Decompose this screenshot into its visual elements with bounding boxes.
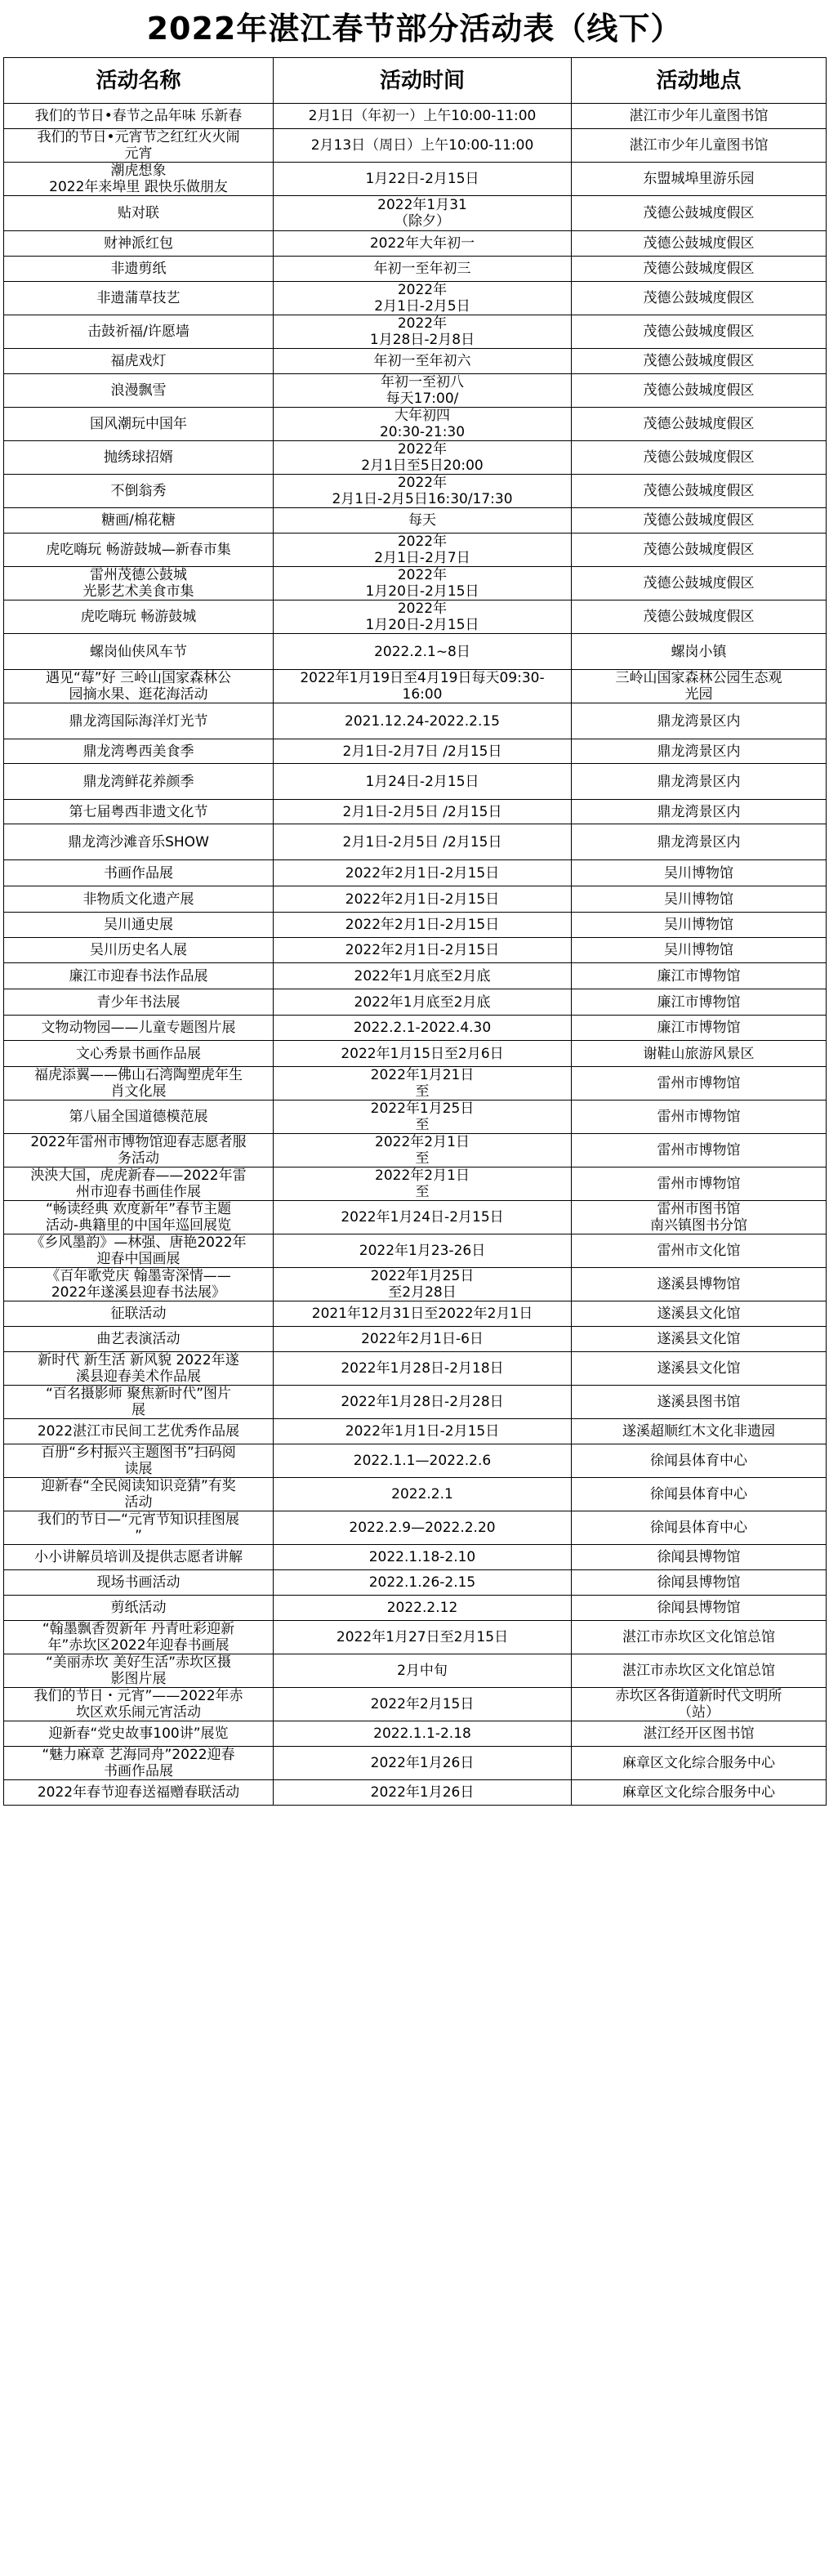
table-row bbox=[4, 1511, 827, 1545]
header-activity-time: 活动时间 bbox=[274, 58, 572, 104]
activity-time-cell: 2022年1月26日 bbox=[274, 1780, 572, 1806]
table-row bbox=[4, 1234, 827, 1268]
activity-place-cell: 廉江市博物馆 bbox=[572, 1016, 827, 1041]
table-row bbox=[4, 800, 827, 824]
activity-time-cell: 2022年2月1日-2月15日 bbox=[274, 886, 572, 913]
activity-name-cell: 第七届粤西非遗文化节 bbox=[4, 800, 274, 824]
activity-time-cell: 2月1日-2月5日 /2月15日 bbox=[274, 824, 572, 860]
activity-place-cell: 三岭山国家森林公园生态观 光园 bbox=[572, 670, 827, 703]
activity-name-cell: “魅力麻章 艺海同舟”2022迎春 书画作品展 bbox=[4, 1747, 274, 1780]
activity-name-cell: 新时代 新生活 新风貌 2022年遂 溪县迎春美术作品展 bbox=[4, 1352, 274, 1386]
table-row bbox=[4, 1444, 827, 1478]
activity-time-cell: 2022年1月底至2月底 bbox=[274, 989, 572, 1016]
header-activity-place: 活动地点 bbox=[572, 58, 827, 104]
activity-time-cell: 2022年1月21日 至 bbox=[274, 1067, 572, 1100]
table-row bbox=[4, 1352, 827, 1386]
table-row bbox=[4, 508, 827, 534]
activity-name-cell: “畅读经典 欢度新年”春节主题 活动-典籍里的中国年巡回展览 bbox=[4, 1201, 274, 1234]
activity-name-cell: 文物动物园——儿童专题图片展 bbox=[4, 1016, 274, 1041]
table-row bbox=[4, 374, 827, 408]
activity-name-cell: 击鼓祈福/许愿墙 bbox=[4, 315, 274, 349]
activity-place-cell: 茂德公鼓城度假区 bbox=[572, 441, 827, 475]
activity-time-cell: 2月1日-2月5日 /2月15日 bbox=[274, 800, 572, 824]
activity-time-cell: 2022年2月1日-2月15日 bbox=[274, 938, 572, 963]
activity-name-cell: 不倒翁秀 bbox=[4, 475, 274, 508]
activity-name-cell: 虎吃嗨玩 畅游鼓城—新春市集 bbox=[4, 534, 274, 567]
activity-place-cell: 雷州市博物馆 bbox=[572, 1100, 827, 1134]
activity-time-cell: 2022年2月15日 bbox=[274, 1688, 572, 1721]
activity-time-cell: 2022年1月15日至2月6日 bbox=[274, 1041, 572, 1067]
activity-time-cell: 2022年1月23-26日 bbox=[274, 1234, 572, 1268]
activity-time-cell: 1月24日-2月15日 bbox=[274, 764, 572, 800]
activity-place-cell: 徐闻县博物馆 bbox=[572, 1570, 827, 1596]
activity-time-cell: 2022年 1月20日-2月15日 bbox=[274, 600, 572, 634]
activity-name-cell: 我们的节日・元宵”——2022年赤 坎区欢乐闹元宵活动 bbox=[4, 1688, 274, 1721]
activity-place-cell: 鼎龙湾景区内 bbox=[572, 800, 827, 824]
activity-name-cell: 2022年雷州市博物馆迎春志愿者服 务活动 bbox=[4, 1134, 274, 1167]
table-row bbox=[4, 1301, 827, 1327]
activity-place-cell: 徐闻县体育中心 bbox=[572, 1478, 827, 1511]
table-row bbox=[4, 1596, 827, 1621]
activity-time-cell: 2022.1.1—2022.2.6 bbox=[274, 1444, 572, 1478]
activity-place-cell: 鼎龙湾景区内 bbox=[572, 764, 827, 800]
activity-time-cell: 2022年1月24日-2月15日 bbox=[274, 1201, 572, 1234]
table-row bbox=[4, 441, 827, 475]
activity-place-cell: 茂德公鼓城度假区 bbox=[572, 567, 827, 600]
activity-place-cell: 螺岗小镇 bbox=[572, 634, 827, 670]
table-row bbox=[4, 257, 827, 282]
page-title: 2022年湛江春节部分活动表（线下） bbox=[146, 11, 683, 47]
activity-name-cell: 非物质文化遗产展 bbox=[4, 886, 274, 913]
activity-place-cell: 鼎龙湾景区内 bbox=[572, 703, 827, 739]
activity-place-cell: 徐闻县博物馆 bbox=[572, 1545, 827, 1570]
activity-name-cell: 文心秀景书画作品展 bbox=[4, 1041, 274, 1067]
table-row bbox=[4, 913, 827, 938]
activity-time-cell: 2022年大年初一 bbox=[274, 231, 572, 257]
activity-name-cell: 螺岗仙侠风车节 bbox=[4, 634, 274, 670]
activity-name-cell: 遇见“莓”好 三岭山国家森林公 园摘水果、逛花海活动 bbox=[4, 670, 274, 703]
activity-name-cell: 浪漫飘雪 bbox=[4, 374, 274, 408]
table-row bbox=[4, 475, 827, 508]
table-row bbox=[4, 1545, 827, 1570]
activity-place-cell: 雷州市博物馆 bbox=[572, 1134, 827, 1167]
activity-time-cell: 2022年1月31 （除夕） bbox=[274, 196, 572, 231]
activity-time-cell: 2022.2.1 bbox=[274, 1478, 572, 1511]
activity-time-cell: 2022年2月1日 至 bbox=[274, 1134, 572, 1167]
table-row bbox=[4, 1201, 827, 1234]
activity-time-cell: 2022.2.1~8日 bbox=[274, 634, 572, 670]
table-row bbox=[4, 1570, 827, 1596]
table-row bbox=[4, 349, 827, 374]
activity-place-cell: 徐闻县博物馆 bbox=[572, 1596, 827, 1621]
table-row bbox=[4, 196, 827, 231]
activity-time-cell: 2022年 2月1日-2月5日 bbox=[274, 282, 572, 315]
activity-time-cell: 2月1日-2月7日 /2月15日 bbox=[274, 739, 572, 764]
activity-name-cell: 抛绣球招婿 bbox=[4, 441, 274, 475]
table-row bbox=[4, 764, 827, 800]
table-row bbox=[4, 634, 827, 670]
table-row bbox=[4, 1419, 827, 1444]
activity-time-cell: 2022.1.1-2.18 bbox=[274, 1721, 572, 1747]
activity-place-cell: 雷州市图书馆 南兴镇图书分馆 bbox=[572, 1201, 827, 1234]
activity-place-cell: 鼎龙湾景区内 bbox=[572, 739, 827, 764]
activity-name-cell: 非遗蒲草技艺 bbox=[4, 282, 274, 315]
activity-time-cell: 2022年1月25日 至2月28日 bbox=[274, 1268, 572, 1301]
activity-name-cell: 2022湛江市民间工艺优秀作品展 bbox=[4, 1419, 274, 1444]
activity-name-cell: 福虎戏灯 bbox=[4, 349, 274, 374]
activity-name-cell: 国风潮玩中国年 bbox=[4, 408, 274, 441]
table-row bbox=[4, 670, 827, 703]
table-row bbox=[4, 1478, 827, 1511]
activity-place-cell: 遂溪县文化馆 bbox=[572, 1352, 827, 1386]
activity-name-cell: 财神派红包 bbox=[4, 231, 274, 257]
activity-name-cell: 虎吃嗨玩 畅游鼓城 bbox=[4, 600, 274, 634]
activity-place-cell: 赤坎区各街道新时代文明所 （站） bbox=[572, 1688, 827, 1721]
activity-time-cell: 年初一至年初三 bbox=[274, 257, 572, 282]
table-row bbox=[4, 1167, 827, 1201]
activity-time-cell: 大年初四 20:30-21:30 bbox=[274, 408, 572, 441]
activity-place-cell: 茂德公鼓城度假区 bbox=[572, 257, 827, 282]
table-row bbox=[4, 315, 827, 349]
activity-time-cell: 2022年 1月28日-2月8日 bbox=[274, 315, 572, 349]
table-row bbox=[4, 534, 827, 567]
activity-place-cell: 雷州市博物馆 bbox=[572, 1067, 827, 1100]
activity-name-cell: 糖画/棉花糖 bbox=[4, 508, 274, 534]
activity-name-cell: 我们的节日•元宵节之红红火火闹 元宵 bbox=[4, 129, 274, 163]
table-row bbox=[4, 1100, 827, 1134]
activity-name-cell: 小小讲解员培训及提供志愿者讲解 bbox=[4, 1545, 274, 1570]
activity-time-cell: 2月中旬 bbox=[274, 1654, 572, 1688]
activity-time-cell: 2022年2月1日 至 bbox=[274, 1167, 572, 1201]
table-row bbox=[4, 129, 827, 163]
header-activity-name: 活动名称 bbox=[4, 58, 274, 104]
activity-place-cell: 茂德公鼓城度假区 bbox=[572, 374, 827, 408]
activity-time-cell: 2022年1月27日至2月15日 bbox=[274, 1621, 572, 1654]
activity-name-cell: 鼎龙湾粤西美食季 bbox=[4, 739, 274, 764]
table-row bbox=[4, 1067, 827, 1100]
activity-name-cell: 雷州茂德公鼓城 光影艺术美食市集 bbox=[4, 567, 274, 600]
activity-time-cell: 2月1日（年初一）上午10:00-11:00 bbox=[274, 104, 572, 129]
table-row bbox=[4, 163, 827, 196]
activity-place-cell: 茂德公鼓城度假区 bbox=[572, 408, 827, 441]
activity-name-cell: 泱泱大国，虎虎新春——2022年雷 州市迎春书画佳作展 bbox=[4, 1167, 274, 1201]
table-row bbox=[4, 1780, 827, 1806]
activity-name-cell: 吴川历史名人展 bbox=[4, 938, 274, 963]
table-row bbox=[4, 567, 827, 600]
activity-name-cell: 第八届全国道德模范展 bbox=[4, 1100, 274, 1134]
activity-place-cell: 湛江市赤坎区文化馆总馆 bbox=[572, 1654, 827, 1688]
activity-name-cell: 迎新春“党史故事100讲”展览 bbox=[4, 1721, 274, 1747]
table-row bbox=[4, 989, 827, 1016]
activity-place-cell: 茂德公鼓城度假区 bbox=[572, 534, 827, 567]
activity-time-cell: 2022.1.26-2.15 bbox=[274, 1570, 572, 1596]
activity-time-cell: 2022年 2月1日-2月5日16:30/17:30 bbox=[274, 475, 572, 508]
activity-name-cell: 青少年书法展 bbox=[4, 989, 274, 1016]
activity-time-cell: 2022年 1月20日-2月15日 bbox=[274, 567, 572, 600]
activity-place-cell: 茂德公鼓城度假区 bbox=[572, 349, 827, 374]
activity-time-cell: 2022年1月25日 至 bbox=[274, 1100, 572, 1134]
activity-name-cell: 潮虎想象 2022年来埠里 跟快乐做朋友 bbox=[4, 163, 274, 196]
activity-name-cell: 鼎龙湾沙滩音乐SHOW bbox=[4, 824, 274, 860]
activity-place-cell: 鼎龙湾景区内 bbox=[572, 824, 827, 860]
activity-name-cell: 非遗剪纸 bbox=[4, 257, 274, 282]
activity-place-cell: 湛江市少年儿童图书馆 bbox=[572, 129, 827, 163]
table-row bbox=[4, 1721, 827, 1747]
activity-time-cell: 2022年 2月1日至5日20:00 bbox=[274, 441, 572, 475]
activity-time-cell: 2022.1.18-2.10 bbox=[274, 1545, 572, 1570]
activity-place-cell: 遂溪县博物馆 bbox=[572, 1268, 827, 1301]
activity-name-cell: 鼎龙湾国际海洋灯光节 bbox=[4, 703, 274, 739]
table-row bbox=[4, 1747, 827, 1780]
activity-place-cell: 廉江市博物馆 bbox=[572, 963, 827, 989]
activity-place-cell: 茂德公鼓城度假区 bbox=[572, 508, 827, 534]
activity-time-cell: 2022年 2月1日-2月7日 bbox=[274, 534, 572, 567]
activity-place-cell: 麻章区文化综合服务中心 bbox=[572, 1747, 827, 1780]
activity-time-cell: 2022年1月1日-2月15日 bbox=[274, 1419, 572, 1444]
activity-time-cell: 2022年1月底至2月底 bbox=[274, 963, 572, 989]
activity-name-cell: 剪纸活动 bbox=[4, 1596, 274, 1621]
activity-place-cell: 廉江市博物馆 bbox=[572, 989, 827, 1016]
activity-name-cell: 现场书画活动 bbox=[4, 1570, 274, 1596]
activity-place-cell: 吴川博物馆 bbox=[572, 860, 827, 886]
activity-place-cell: 吴川博物馆 bbox=[572, 913, 827, 938]
table-row bbox=[4, 860, 827, 886]
activity-place-cell: 徐闻县体育中心 bbox=[572, 1511, 827, 1545]
activity-time-cell: 每天 bbox=[274, 508, 572, 534]
activity-name-cell: 书画作品展 bbox=[4, 860, 274, 886]
activity-place-cell: 湛江市少年儿童图书馆 bbox=[572, 104, 827, 129]
activity-place-cell: 茂德公鼓城度假区 bbox=[572, 315, 827, 349]
activity-name-cell: 《乡风墨韵》—林强、唐艳2022年 迎春中国画展 bbox=[4, 1234, 274, 1268]
header-row bbox=[4, 58, 827, 104]
activity-name-cell: 《百年歌党庆 翰墨寄深情—— 2022年遂溪县迎春书法展》 bbox=[4, 1268, 274, 1301]
table-row bbox=[4, 824, 827, 860]
activity-time-cell: 2022年2月1日-6日 bbox=[274, 1327, 572, 1352]
table-row bbox=[4, 1621, 827, 1654]
table-row bbox=[4, 104, 827, 129]
activity-time-cell: 2022年1月26日 bbox=[274, 1747, 572, 1780]
activity-name-cell: 我们的节日•春节之品年味 乐新春 bbox=[4, 104, 274, 129]
activity-place-cell: 湛江经开区图书馆 bbox=[572, 1721, 827, 1747]
activity-place-cell: 徐闻县体育中心 bbox=[572, 1444, 827, 1478]
table-row bbox=[4, 282, 827, 315]
activity-place-cell: 茂德公鼓城度假区 bbox=[572, 282, 827, 315]
activity-name-cell: 贴对联 bbox=[4, 196, 274, 231]
activity-time-cell: 2022.2.12 bbox=[274, 1596, 572, 1621]
table-row bbox=[4, 1134, 827, 1167]
table-row bbox=[4, 886, 827, 913]
activity-place-cell: 吴川博物馆 bbox=[572, 938, 827, 963]
activity-name-cell: 吴川通史展 bbox=[4, 913, 274, 938]
activity-time-cell: 年初一至初八 每天17:00/ bbox=[274, 374, 572, 408]
activity-place-cell: 遂溪县文化馆 bbox=[572, 1301, 827, 1327]
activity-time-cell: 年初一至年初六 bbox=[274, 349, 572, 374]
activity-table bbox=[3, 57, 827, 1806]
activity-place-cell: 茂德公鼓城度假区 bbox=[572, 600, 827, 634]
table-row bbox=[4, 408, 827, 441]
activity-time-cell: 2022.2.1-2022.4.30 bbox=[274, 1016, 572, 1041]
activity-time-cell: 2022.2.9—2022.2.20 bbox=[274, 1511, 572, 1545]
activity-place-cell: 遂溪超顺红木文化非遗园 bbox=[572, 1419, 827, 1444]
table-row bbox=[4, 1016, 827, 1041]
activity-name-cell: “翰墨飘香贺新年 丹青吐彩迎新 年”赤坎区2022年迎春书画展 bbox=[4, 1621, 274, 1654]
table-row bbox=[4, 231, 827, 257]
activity-name-cell: 百册“乡村振兴主题图书”扫码阅 读展 bbox=[4, 1444, 274, 1478]
activity-name-cell: 廉江市迎春书法作品展 bbox=[4, 963, 274, 989]
table-row bbox=[4, 963, 827, 989]
table-row bbox=[4, 1268, 827, 1301]
activity-name-cell: 鼎龙湾鲜花养颜季 bbox=[4, 764, 274, 800]
activity-place-cell: 雷州市文化馆 bbox=[572, 1234, 827, 1268]
activity-time-cell: 2月13日（周日）上午10:00-11:00 bbox=[274, 129, 572, 163]
activity-name-cell: 我们的节日—“元宵节知识挂图展 ” bbox=[4, 1511, 274, 1545]
table-row bbox=[4, 1327, 827, 1352]
activity-time-cell: 2022年1月28日-2月18日 bbox=[274, 1352, 572, 1386]
activity-time-cell: 2022年1月28日-2月28日 bbox=[274, 1386, 572, 1419]
activity-place-cell: 遂溪县文化馆 bbox=[572, 1327, 827, 1352]
table-row bbox=[4, 1386, 827, 1419]
activity-place-cell: 谢鞋山旅游风景区 bbox=[572, 1041, 827, 1067]
table-row bbox=[4, 1654, 827, 1688]
activity-name-cell: 征联活动 bbox=[4, 1301, 274, 1327]
activity-time-cell: 2022年1月19日至4月19日每天09:30- 16:00 bbox=[274, 670, 572, 703]
activity-name-cell: 迎新春“全民阅读知识竞猜”有奖 活动 bbox=[4, 1478, 274, 1511]
activity-place-cell: 茂德公鼓城度假区 bbox=[572, 196, 827, 231]
table-row bbox=[4, 1041, 827, 1067]
activity-time-cell: 2022年2月1日-2月15日 bbox=[274, 860, 572, 886]
table-row bbox=[4, 739, 827, 764]
activity-name-cell: 2022年春节迎春送福赠春联活动 bbox=[4, 1780, 274, 1806]
activity-name-cell: 福虎添翼——佛山石湾陶塑虎年生 肖文化展 bbox=[4, 1067, 274, 1100]
table-row bbox=[4, 703, 827, 739]
activity-place-cell: 茂德公鼓城度假区 bbox=[572, 231, 827, 257]
activity-time-cell: 2021.12.24-2022.2.15 bbox=[274, 703, 572, 739]
activity-name-cell: 曲艺表演活动 bbox=[4, 1327, 274, 1352]
activity-place-cell: 雷州市博物馆 bbox=[572, 1167, 827, 1201]
activity-time-cell: 2021年12月31日至2022年2月1日 bbox=[274, 1301, 572, 1327]
table-row bbox=[4, 1688, 827, 1721]
activity-place-cell: 吴川博物馆 bbox=[572, 886, 827, 913]
activity-place-cell: 茂德公鼓城度假区 bbox=[572, 475, 827, 508]
table-row bbox=[4, 938, 827, 963]
activity-name-cell: “美丽赤坎 美好生活”赤坎区摄 影图片展 bbox=[4, 1654, 274, 1688]
activity-name-cell: “百名摄影师 聚焦新时代”图片 展 bbox=[4, 1386, 274, 1419]
activity-place-cell: 东盟城埠里游乐园 bbox=[572, 163, 827, 196]
activity-place-cell: 湛江市赤坎区文化馆总馆 bbox=[572, 1621, 827, 1654]
activity-time-cell: 2022年2月1日-2月15日 bbox=[274, 913, 572, 938]
activity-place-cell: 麻章区文化综合服务中心 bbox=[572, 1780, 827, 1806]
table-row bbox=[4, 600, 827, 634]
activity-place-cell: 遂溪县图书馆 bbox=[572, 1386, 827, 1419]
activity-time-cell: 1月22日-2月15日 bbox=[274, 163, 572, 196]
